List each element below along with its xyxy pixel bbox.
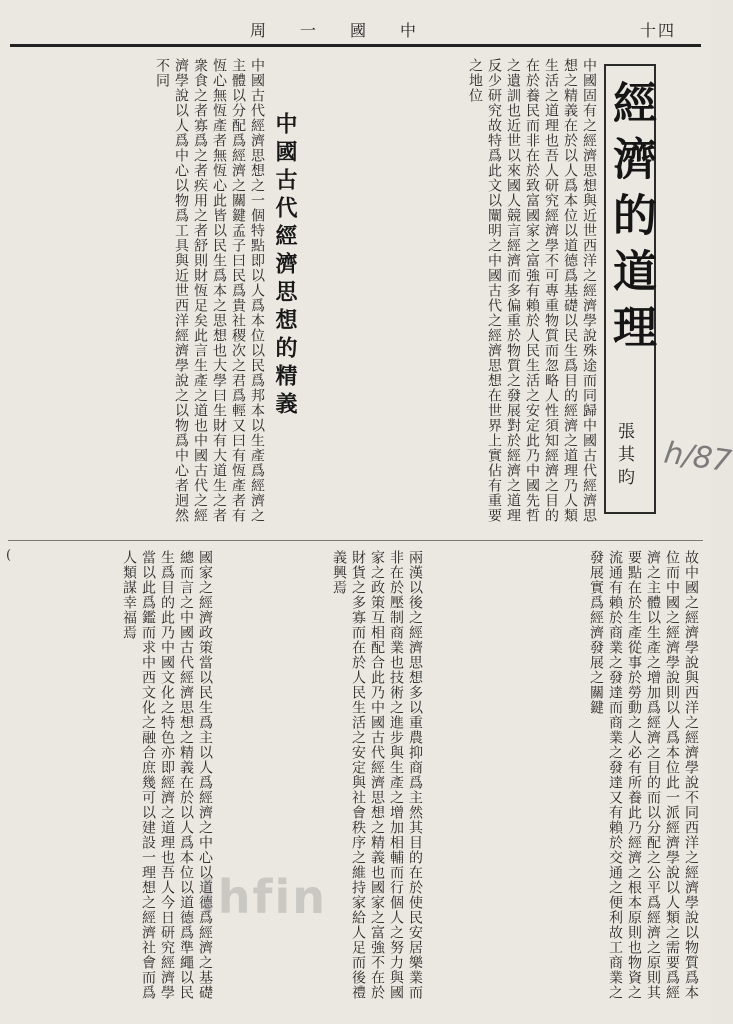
issue-number: 十四 bbox=[640, 21, 677, 40]
text-column-upper-right: 中國固有之經濟思想與近世西洋之經濟學說殊途而同歸中國古代經濟思想之精義在於以人爲本位以道德爲基礎以民生爲目的經濟之道理乃人類生活之道理也吾人研究經濟學不可專重物質而忽略人性須知經濟之目的在於養民而非在於致富國家之富強有賴於人民生活之安定此乃中國先哲之遺訓也近世以來國人競言經濟而多偏重於物質之發展對於經濟之道理反少研究故特爲此文以闡明之中國古代之經濟思想在世界上實佔有重要之地位 bbox=[467, 58, 597, 523]
text-column-lower-middle: 兩漢以後之經濟思想多以重農抑商爲主然其目的在於使民安居樂業而非在於壓制商業也技術之進步與生產之增加相輔而行個人之努力與國家之政策互相配合此乃中國古代經濟思想之精義也國家之富強不在於財貨之多寡而在於人民生活之安定與社會秩序之維持家給人足而後禮義興焉 bbox=[331, 550, 423, 1000]
library-stamp-watermark: lhfin bbox=[200, 870, 328, 924]
journal-name: 周一國中 bbox=[250, 21, 451, 40]
section-divider bbox=[8, 540, 703, 541]
header-rule bbox=[10, 44, 701, 47]
article-subtitle: 中國古代經濟思想的精義 bbox=[272, 112, 298, 420]
text-column-lower-left: 國家之經濟政策當以民生爲主以人爲經濟之中心以道德爲經濟之基礎總而言之中國古代經濟思想之精義在於以人爲本位以道德爲準繩以民生爲目的此乃中國文化之特色亦即經濟之道理也吾人今日研究經濟學當以此爲鑑而求中西文化之融合庶幾可以建設一理想之經濟社會而爲人類謀幸福焉 bbox=[121, 550, 213, 1000]
article-title: 經濟的道理 bbox=[604, 64, 656, 514]
article-author: 張其昀 bbox=[614, 422, 634, 491]
text-column-lower-right: 故中國之經濟學說與西洋之經濟學說不同西洋之經濟學說以物質爲本位而中國之經濟學說則以人爲本位此一派經濟學說以人類之需要爲經濟之主體以生產之增加爲經濟之目的而以分配之公平爲經濟之原則其要點在於生產從事於勞動之人必有所養此乃經濟之根本原則也物資之流通有賴於商業之發達而商業之發達又有賴於交通之便利故工商業之發展實爲經濟發展之關鍵 bbox=[588, 550, 699, 1000]
text-column-upper-left: 中國古代經濟思想之一個特點即以人爲本位以民爲邦本以生產爲經濟之主體以分配爲經濟之關鍵孟子曰民爲貴社稷次之君爲輕又曰有恆產者有恆心無恆產者無恆心此皆以民生爲本之思想也大學曰生財有大道生之者衆食之者寡爲之者疾用之者舒則財恆足矣此言生產之道也中國古代之經濟學說以人爲中心以物爲工具與近世西洋經濟學說之以物爲中心者迥然不同 bbox=[154, 58, 265, 523]
column-mark: ( bbox=[6, 548, 12, 563]
handwritten-annotation: h/87 bbox=[661, 435, 733, 480]
